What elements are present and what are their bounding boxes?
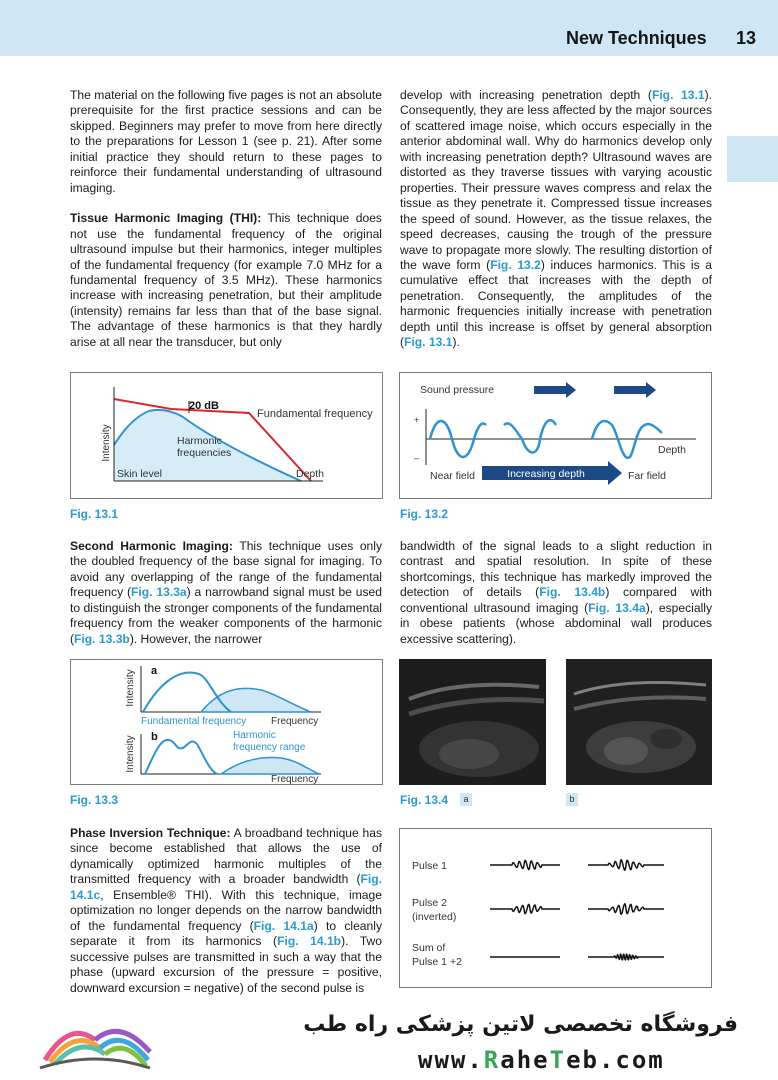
- direction-arrow-2: [614, 382, 656, 398]
- fundamental-b-curve: [145, 740, 217, 774]
- panel-b-label: b: [151, 731, 158, 743]
- pulse-1-wave-left: [490, 860, 560, 869]
- figure-reference[interactable]: Fig. 13.2: [490, 257, 541, 272]
- fundamental-label: Fundamental frequency: [257, 408, 373, 420]
- thi-heading: Tissue Harmonic Imaging (THI):: [70, 211, 262, 226]
- figure-reference[interactable]: Fig. 13.1: [651, 88, 705, 102]
- increasing-depth-label: Increasing depth: [507, 468, 585, 480]
- sum-label-2: Pulse 1 +2: [412, 956, 462, 968]
- text-run: develop with increasing penetration depth (: [400, 88, 652, 102]
- text-run: ) induces harmonics. This is a cumulative effect that increases with the depth of penetration. Consequently, the amplitudes of the harmonic frequencies initially increase with penetration depth until this increase is offset by general absorption (: [400, 257, 712, 350]
- sound-pressure-label: Sound pressure: [420, 384, 495, 396]
- direction-arrow-1: [534, 382, 576, 398]
- wave-middle: [504, 420, 556, 452]
- left-column-phase-inversion: [70, 826, 382, 996]
- text-run: ). Two successive pulses are transmitted in such a way that the phase (upward excursion of the pressure = positive, downward excursion = negative) of the second pulse is: [70, 934, 382, 995]
- pulse-1-label: Pulse 1: [412, 860, 448, 872]
- figure-reference[interactable]: Fig. 13.1: [404, 335, 453, 350]
- figure-reference[interactable]: Fig. 13.4b: [539, 585, 606, 600]
- pulse-2-label-1: Pulse 2: [412, 897, 448, 909]
- harmonic-b-curve: [221, 758, 319, 774]
- chapter-tab: [727, 136, 778, 182]
- figure-reference[interactable]: Fig. 13.3b: [74, 631, 130, 646]
- y-label-b: Intensity: [125, 735, 136, 773]
- x-label-depth: Depth: [296, 468, 325, 480]
- page-number: 13: [736, 28, 757, 48]
- text-run: ). Consequently, they are less affected by the major sources of scattered image noise, which occurs especially in the anterior abdominal wall. Why do harmonics develop only with increasing penetration depth? Ultrasound waves are distorted as they traverse tissues with varying acoustic properties. Their pressure waves compress and relax the tissue as they penetrate it. Compressed tissue increases the speed of sound. However, as the tissue relaxes, the speed decreases, causing the trough of the pressure wave to propagate more slowly. The resulting distortion of the wave form (: [400, 88, 712, 272]
- right-column-second-harmonic: [400, 539, 712, 647]
- figure-13-1-caption: Fig. 13.1: [70, 507, 119, 521]
- x-label-skin: Skin level: [117, 468, 162, 480]
- db-label: 20 dB: [189, 400, 219, 412]
- second-harmonic-paragraph: [70, 539, 382, 647]
- url-part: ahe: [500, 1046, 550, 1074]
- right-column-thi: [400, 88, 712, 351]
- figure-reference[interactable]: Fig. 14.1a: [253, 918, 314, 933]
- figure-reference[interactable]: Fig. 13.3a: [131, 585, 187, 600]
- frequency-label-b: Frequency: [271, 774, 319, 784]
- harmonic-range-label-1: Harmonic: [233, 730, 276, 741]
- ultrasound-image-b: [566, 659, 712, 785]
- figure-13-4-label-a: a: [460, 793, 472, 806]
- harmonic-label-1: Harmonic: [177, 435, 222, 447]
- intro-paragraph: The material on the following five pages is not an absolute prerequisite for the first practice sessions and can be skipped. Beginners may prefer to move from here directly to the preparations for Lesson 1 (see p. 21). After some initial practice they should return to these pages to reinforce their fundamental understanding of ultrasound imaging.: [70, 88, 382, 195]
- url-part: eb.com: [566, 1046, 665, 1074]
- thi-continuation: [400, 88, 712, 351]
- fundamental-frequency-label: Fundamental frequency: [141, 716, 247, 727]
- text-run: ) a narrowband signal must be used to distinguish the stronger components of the fundamental frequency from the weaker components of the harmonic (: [70, 585, 382, 646]
- text-run: ) to cleanly separate it from its harmonics (: [70, 918, 382, 949]
- text-run: ), especially in obese patients (whose abdominal wall produces excessive scattering).: [400, 600, 712, 646]
- footer-url[interactable]: [418, 1046, 665, 1074]
- near-field-label: Near field: [430, 470, 475, 482]
- frequency-label-a: Frequency: [271, 716, 319, 727]
- figure-13-2-caption: Fig. 13.2: [400, 507, 449, 521]
- phase-inversion-heading: Phase Inversion Technique:: [70, 826, 231, 840]
- left-column-intro: [70, 88, 382, 350]
- second-harmonic-heading: Second Harmonic Imaging:: [70, 539, 233, 553]
- minus-sign: –: [414, 453, 420, 463]
- pulse-2-wave-right: [588, 904, 664, 914]
- second-harmonic-continuation: [400, 539, 712, 647]
- left-column-second-harmonic: [70, 539, 382, 647]
- ultrasound-image-a: [399, 659, 546, 785]
- text-run: , Ensemble® THI). With this technique, image optimization no longer depends on the narrow bandwidth of the fundamental frequency (: [70, 887, 382, 933]
- plus-sign: +: [414, 415, 420, 425]
- sum-wave-right: [588, 954, 664, 960]
- sum-label-1: Sum of: [412, 942, 446, 954]
- text-run: ).: [452, 335, 460, 350]
- pulse-1-wave-right: [588, 860, 664, 870]
- text-run: ) compared with conventional ultrasound imaging (: [400, 585, 712, 615]
- panel-a-label: a: [151, 665, 158, 677]
- phase-inversion-paragraph: [70, 826, 382, 996]
- figure-13-1: [70, 372, 383, 499]
- footer-persian-text: فروشگاه تخصصی لاتین پزشکی راه طب: [303, 1012, 738, 1037]
- figure-13-2: [399, 372, 712, 499]
- harmonic-label-2: frequencies: [177, 447, 232, 459]
- figure-14-1: [399, 828, 712, 988]
- figure-13-4-caption: Fig. 13.4: [400, 793, 449, 807]
- text-run: ). However, the narrower: [129, 631, 263, 646]
- far-field-label: Far field: [628, 470, 666, 482]
- figure-reference[interactable]: Fig. 13.4a: [588, 600, 646, 615]
- y-axis-label: Intensity: [101, 424, 112, 462]
- url-part: www.: [418, 1046, 484, 1074]
- figure-13-4-label-b: b: [566, 793, 578, 806]
- thi-paragraph: [70, 211, 382, 350]
- harmonic-a-curve: [201, 688, 311, 712]
- url-part: R: [483, 1046, 501, 1074]
- y-label-a: Intensity: [125, 669, 136, 707]
- figure-13-3-caption: Fig. 13.3: [70, 793, 119, 807]
- thi-text: This technique does not use the fundamental frequency of the original ultrasound impulse but their harmonics, integer multiples of the fundamental frequency (for example 7.0 MHz for a fundamental frequency of 3.5 MHz). These harmonics increase with increasing penetration, but their amplitude (intensity) remains far less than that of the base signal. The advantage of these harmonics is that they hardly arise at all near the transducer, but only: [70, 211, 382, 349]
- text-run: This technique uses only the doubled frequency of the base signal for imaging. To avoid any overlapping of the range of the fundamental frequency (: [70, 539, 382, 600]
- depth-label: Depth: [658, 444, 687, 456]
- url-part: T: [549, 1046, 567, 1074]
- harmonic-range-label-2: frequency range: [233, 742, 306, 753]
- figure-reference[interactable]: Fig. 14.1b: [277, 934, 342, 949]
- pulse-2-wave-left: [490, 904, 560, 913]
- text-run: bandwidth of the signal leads to a slight reduction in contrast and spatial resolution. In spite of these shortcomings, this technique has markedly improved the detection of details (: [400, 539, 712, 600]
- book-logo-icon: [0, 1000, 170, 1080]
- page-title: New Techniques: [566, 28, 707, 48]
- figure-reference[interactable]: Fig. 14.1c: [70, 872, 382, 902]
- pulse-2-label-2: (inverted): [412, 911, 457, 923]
- figure-13-3: [70, 659, 383, 785]
- text-run: A broadband technique has since become established that allows the use of dynamically optimized harmonic multiples of the transmitted frequency with a broader bandwidth (: [70, 826, 382, 887]
